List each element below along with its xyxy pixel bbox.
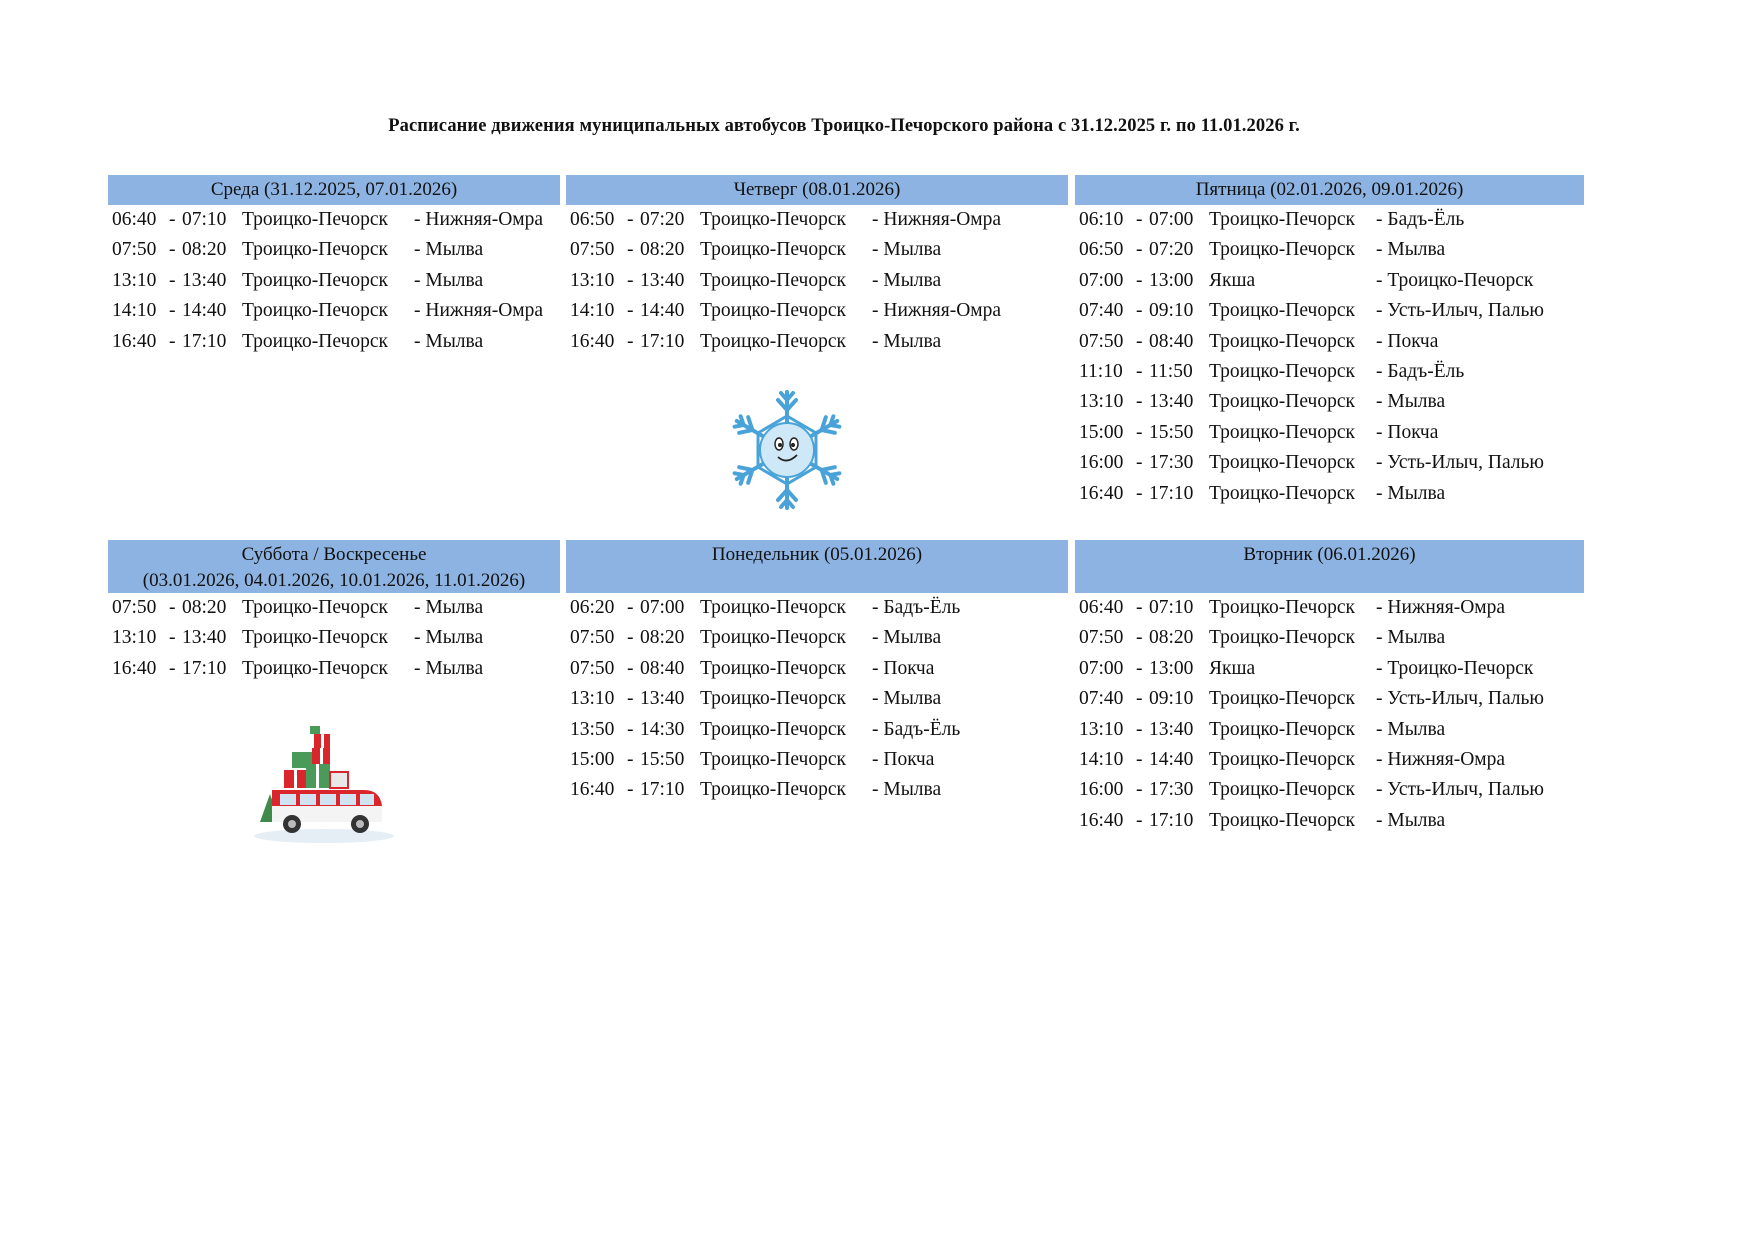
time-separator: - [627, 657, 634, 679]
destination: - Нижняя-Омра [414, 209, 544, 230]
schedule-block-wednesday [108, 175, 560, 357]
trip-row [1075, 684, 1584, 714]
trip-row [566, 235, 1068, 265]
departure-time: 16:00 [1079, 452, 1124, 474]
block-header [566, 540, 1068, 593]
origin: Троицко-Печорск [1209, 597, 1355, 618]
bus-icon [246, 724, 398, 848]
origin: Троицко-Печорск [700, 627, 846, 649]
departure-time: 07:50 [570, 239, 615, 261]
origin: Троицко-Печорск [700, 330, 846, 352]
time-separator: - [169, 300, 176, 322]
destination: - Нижняя-Омра [414, 300, 544, 322]
schedule-block-thursday [566, 175, 1068, 357]
destination: - Мылва [872, 269, 942, 291]
origin: Троицко-Печорск [700, 269, 846, 291]
arrival-time: 13:40 [640, 269, 685, 291]
time-separator: - [1136, 330, 1143, 352]
destination: - Мылва [872, 239, 942, 261]
departure-time: 16:40 [112, 657, 157, 679]
trip-row [108, 623, 560, 653]
arrival-time: 14:40 [1149, 748, 1194, 770]
trip-row [1075, 266, 1584, 296]
trip-row [1075, 296, 1584, 326]
destination: - Мылва [872, 688, 942, 710]
destination: - Бадъ-Ёль [1376, 209, 1465, 230]
origin: Троицко-Печорск [1209, 300, 1355, 322]
origin: Троицко-Печорск [700, 748, 846, 770]
departure-time: 16:40 [570, 779, 615, 801]
departure-time: 16:40 [1079, 809, 1124, 831]
time-separator: - [1136, 657, 1143, 679]
arrival-time: 07:00 [1149, 209, 1194, 230]
arrival-time: 13:40 [1149, 718, 1194, 740]
destination: - Мылва [872, 779, 942, 801]
trip-row [1075, 715, 1584, 745]
arrival-time: 17:10 [640, 330, 685, 352]
time-separator: - [1136, 360, 1143, 382]
destination: - Мылва [1376, 718, 1446, 740]
origin: Троицко-Печорск [1209, 809, 1355, 831]
time-separator: - [1136, 452, 1143, 474]
time-separator: - [627, 718, 634, 740]
page-title: Расписание движения муниципальных автобусов Троицко-Печорского района с 31.12.2025 г. по 11.01.2026 г. [388, 116, 1300, 136]
origin: Троицко-Печорск [700, 779, 846, 801]
destination: - Усть-Илыч, Палью [1376, 688, 1544, 710]
destination: - Троицко-Печорск [1376, 657, 1534, 679]
arrival-time: 17:10 [182, 657, 227, 679]
arrival-time: 17:10 [1149, 482, 1194, 504]
departure-time: 07:50 [112, 597, 157, 618]
destination: - Нижняя-Омра [872, 300, 1002, 322]
time-separator: - [627, 269, 634, 291]
trip-row [566, 327, 1068, 357]
origin: Троицко-Печорск [242, 209, 388, 230]
departure-time: 06:50 [570, 209, 615, 230]
departure-time: 13:10 [570, 269, 615, 291]
origin: Троицко-Печорск [700, 688, 846, 710]
departure-time: 06:10 [1079, 209, 1124, 230]
time-separator: - [627, 748, 634, 770]
origin: Троицко-Печорск [700, 597, 846, 618]
destination: - Нижняя-Омра [872, 209, 1002, 230]
time-separator: - [627, 239, 634, 261]
time-separator: - [1136, 748, 1143, 770]
departure-time: 07:50 [570, 657, 615, 679]
arrival-time: 07:00 [640, 597, 685, 618]
trip-row [108, 327, 560, 357]
trip-row [108, 266, 560, 296]
time-separator: - [627, 300, 634, 322]
departure-time: 15:00 [1079, 421, 1124, 443]
trip-row [1075, 623, 1584, 653]
arrival-time: 13:40 [182, 269, 227, 291]
time-separator: - [169, 239, 176, 261]
departure-time: 14:10 [570, 300, 615, 322]
origin: Троицко-Печорск [242, 300, 388, 322]
origin: Троицко-Печорск [1209, 391, 1355, 413]
destination: - Мылва [414, 330, 484, 352]
time-separator: - [627, 597, 634, 618]
destination: - Троицко-Печорск [1376, 269, 1534, 291]
origin: Якша [1209, 269, 1256, 291]
departure-time: 07:40 [1079, 688, 1124, 710]
block-header-line: Четверг (08.01.2026) [733, 179, 901, 200]
trip-list [108, 593, 560, 684]
origin: Троицко-Печорск [242, 269, 388, 291]
origin: Троицко-Печорск [1209, 718, 1355, 740]
departure-time: 14:10 [112, 300, 157, 322]
destination: - Мылва [414, 239, 484, 261]
schedule-block-tuesday [1075, 540, 1584, 836]
origin: Троицко-Печорск [700, 657, 846, 679]
time-separator: - [627, 688, 634, 710]
trip-row [1075, 806, 1584, 836]
arrival-time: 17:10 [1149, 809, 1194, 831]
destination: - Мылва [414, 627, 484, 649]
trip-row [566, 775, 1068, 805]
trip-row [1075, 418, 1584, 448]
departure-time: 06:20 [570, 597, 615, 618]
destination: - Мылва [414, 657, 484, 679]
block-header [1075, 175, 1584, 205]
destination: - Мылва [872, 627, 942, 649]
departure-time: 13:10 [1079, 718, 1124, 740]
block-header-line: Понедельник (05.01.2026) [711, 544, 923, 565]
departure-time: 07:50 [570, 627, 615, 649]
time-separator: - [1136, 269, 1143, 291]
origin: Троицко-Печорск [242, 657, 388, 679]
destination: - Мылва [1376, 809, 1446, 831]
destination: - Нижняя-Омра [1376, 597, 1506, 618]
departure-time: 16:40 [570, 330, 615, 352]
time-separator: - [1136, 239, 1143, 261]
departure-time: 07:00 [1079, 657, 1124, 679]
trip-row [566, 684, 1068, 714]
arrival-time: 07:10 [1149, 597, 1194, 618]
departure-time: 14:10 [1079, 748, 1124, 770]
departure-time: 16:40 [112, 330, 157, 352]
time-separator: - [1136, 627, 1143, 649]
arrival-time: 14:40 [640, 300, 685, 322]
time-separator: - [627, 330, 634, 352]
trip-row [1075, 357, 1584, 387]
arrival-time: 08:40 [1149, 330, 1194, 352]
time-separator: - [1136, 809, 1143, 831]
arrival-time: 17:10 [182, 330, 227, 352]
departure-time: 16:00 [1079, 779, 1124, 801]
arrival-time: 15:50 [1149, 421, 1194, 443]
arrival-time: 07:20 [640, 209, 685, 230]
origin: Троицко-Печорск [242, 330, 388, 352]
trip-row [566, 296, 1068, 326]
trip-row [1075, 205, 1584, 235]
departure-time: 07:00 [1079, 269, 1124, 291]
origin: Троицко-Печорск [1209, 748, 1355, 770]
schedule-block-friday [1075, 175, 1584, 509]
schedule-block-monday [566, 540, 1068, 806]
time-separator: - [169, 597, 176, 618]
arrival-time: 11:50 [1149, 360, 1193, 382]
arrival-time: 09:10 [1149, 688, 1194, 710]
arrival-time: 08:20 [1149, 627, 1194, 649]
origin: Троицко-Печорск [1209, 421, 1355, 443]
destination: - Бадъ-Ёль [872, 597, 961, 618]
trip-row [1075, 235, 1584, 265]
trip-row [108, 205, 560, 235]
trip-row [1075, 745, 1584, 775]
origin: Троицко-Печорск [1209, 482, 1355, 504]
departure-time: 13:10 [570, 688, 615, 710]
departure-time: 06:40 [1079, 597, 1124, 618]
destination: - Бадъ-Ёль [872, 718, 961, 740]
time-separator: - [169, 269, 176, 291]
trip-list [1075, 205, 1584, 509]
block-header-line: Пятница (02.01.2026, 09.01.2026) [1195, 179, 1464, 200]
departure-time: 13:10 [112, 269, 157, 291]
departure-time: 13:10 [1079, 391, 1124, 413]
arrival-time: 08:40 [640, 657, 685, 679]
time-separator: - [1136, 718, 1143, 740]
arrival-time: 17:10 [640, 779, 685, 801]
origin: Троицко-Печорск [242, 627, 388, 649]
origin: Троицко-Печорск [1209, 360, 1355, 382]
destination: - Мылва [414, 269, 484, 291]
origin: Троицко-Печорск [242, 597, 388, 618]
destination: - Бадъ-Ёль [1376, 360, 1465, 382]
trip-row [566, 654, 1068, 684]
trip-row [1075, 327, 1584, 357]
trip-list [1075, 593, 1584, 836]
destination: - Покча [872, 657, 935, 679]
trip-list [566, 593, 1068, 806]
arrival-time: 13:00 [1149, 657, 1194, 679]
arrival-time: 07:10 [182, 209, 227, 230]
origin: Троицко-Печорск [1209, 779, 1355, 801]
arrival-time: 08:20 [182, 239, 227, 261]
departure-time: 13:10 [112, 627, 157, 649]
time-separator: - [1136, 482, 1143, 504]
arrival-time: 15:50 [640, 748, 685, 770]
block-header-line: (03.01.2026, 04.01.2026, 10.01.2026, 11.01.2026) [142, 570, 526, 591]
block-header [1075, 540, 1584, 593]
arrival-time: 13:40 [182, 627, 227, 649]
time-separator: - [169, 330, 176, 352]
arrival-time: 13:00 [1149, 269, 1194, 291]
destination: - Мылва [414, 597, 484, 618]
time-separator: - [1136, 779, 1143, 801]
destination: - Усть-Илыч, Палью [1376, 452, 1544, 474]
destination: - Мылва [1376, 482, 1446, 504]
trip-row [566, 593, 1068, 623]
destination: - Покча [1376, 421, 1439, 443]
origin: Троицко-Печорск [1209, 627, 1355, 649]
time-separator: - [169, 657, 176, 679]
trip-row [566, 205, 1068, 235]
destination: - Покча [1376, 330, 1439, 352]
block-header-line: Вторник (06.01.2026) [1243, 544, 1416, 565]
time-separator: - [169, 209, 176, 230]
trip-list [108, 205, 560, 357]
time-separator: - [1136, 300, 1143, 322]
trip-row [108, 593, 560, 623]
departure-time: 07:50 [1079, 627, 1124, 649]
arrival-time: 08:20 [640, 239, 685, 261]
trip-row [108, 235, 560, 265]
block-header [566, 175, 1068, 205]
time-separator: - [1136, 597, 1143, 618]
trip-row [108, 654, 560, 684]
time-separator: - [627, 779, 634, 801]
origin: Троицко-Печорск [700, 239, 846, 261]
trip-row [1075, 775, 1584, 805]
trip-row [566, 623, 1068, 653]
time-separator: - [1136, 209, 1143, 230]
destination: - Усть-Илыч, Палью [1376, 779, 1544, 801]
destination: - Мылва [1376, 627, 1446, 649]
block-header [108, 540, 560, 593]
time-separator: - [1136, 391, 1143, 413]
origin: Троицко-Печорск [700, 718, 846, 740]
arrival-time: 14:30 [640, 718, 685, 740]
time-separator: - [627, 627, 634, 649]
origin: Троицко-Печорск [1209, 452, 1355, 474]
origin: Троицко-Печорск [700, 209, 846, 230]
time-separator: - [1136, 421, 1143, 443]
trip-row [566, 745, 1068, 775]
destination: - Нижняя-Омра [1376, 748, 1506, 770]
trip-row [566, 266, 1068, 296]
trip-row [1075, 387, 1584, 417]
arrival-time: 17:30 [1149, 779, 1194, 801]
destination: - Мылва [872, 330, 942, 352]
time-separator: - [1136, 688, 1143, 710]
arrival-time: 08:20 [640, 627, 685, 649]
origin: Троицко-Печорск [700, 300, 846, 322]
destination: - Усть-Илыч, Палью [1376, 300, 1544, 322]
block-header [108, 175, 560, 205]
bus-with-gifts-illustration [246, 724, 398, 848]
arrival-time: 07:20 [1149, 239, 1194, 261]
trip-row [1075, 654, 1584, 684]
arrival-time: 09:10 [1149, 300, 1194, 322]
trip-row [1075, 479, 1584, 509]
trip-row [1075, 593, 1584, 623]
destination: - Мылва [1376, 239, 1446, 261]
destination: - Мылва [1376, 391, 1446, 413]
origin: Троицко-Печорск [242, 239, 388, 261]
departure-time: 15:00 [570, 748, 615, 770]
block-header-line: Суббота / Воскресенье [241, 544, 427, 565]
trip-row [108, 296, 560, 326]
departure-time: 07:40 [1079, 300, 1124, 322]
trip-list [566, 205, 1068, 357]
arrival-time: 08:20 [182, 597, 227, 618]
departure-time: 07:50 [1079, 330, 1124, 352]
destination: - Покча [872, 748, 935, 770]
block-header-line: Среда (31.12.2025, 07.01.2026) [210, 179, 458, 200]
schedule-block-weekend [108, 540, 560, 684]
origin: Троицко-Печорск [1209, 330, 1355, 352]
origin: Троицко-Печорск [1209, 209, 1355, 230]
arrival-time: 14:40 [182, 300, 227, 322]
snowflake-icon [706, 388, 868, 512]
time-separator: - [627, 209, 634, 230]
arrival-time: 13:40 [1149, 391, 1194, 413]
trip-row [1075, 448, 1584, 478]
departure-time: 16:40 [1079, 482, 1124, 504]
departure-time: 13:50 [570, 718, 615, 740]
departure-time: 07:50 [112, 239, 157, 261]
origin: Троицко-Печорск [1209, 688, 1355, 710]
time-separator: - [169, 627, 176, 649]
departure-time: 06:50 [1079, 239, 1124, 261]
trip-row [566, 715, 1068, 745]
origin: Троицко-Печорск [1209, 239, 1355, 261]
snowflake-illustration [706, 388, 868, 512]
arrival-time: 17:30 [1149, 452, 1194, 474]
departure-time: 06:40 [112, 209, 157, 230]
arrival-time: 13:40 [640, 688, 685, 710]
departure-time: 11:10 [1079, 360, 1123, 382]
origin: Якша [1209, 657, 1256, 679]
